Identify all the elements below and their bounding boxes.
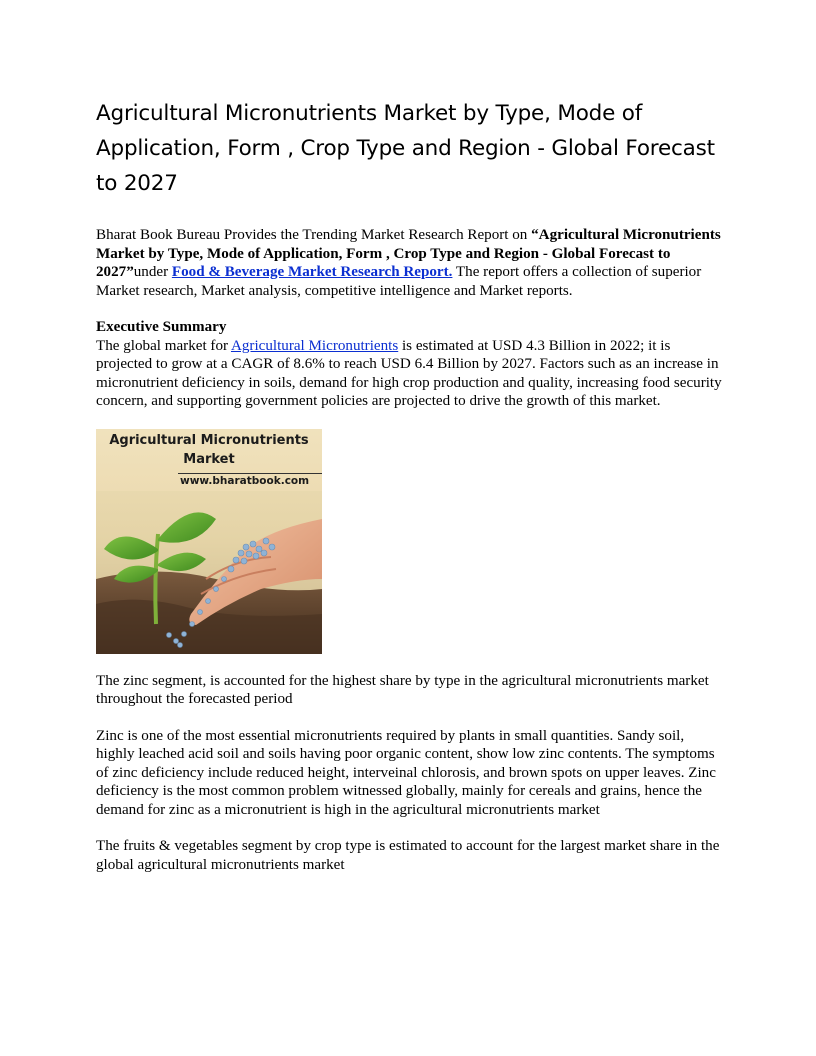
- agricultural-micronutrients-link[interactable]: Agricultural Micronutrients: [230, 337, 399, 354]
- intro-text-after: The report offers a collection of superior Market research, Market analysis, competitive intelligence and Market reports.: [96, 264, 702, 299]
- image-title: Agricultural Micronutrients Market: [109, 432, 309, 467]
- executive-summary: [96, 318, 726, 411]
- zinc-description-paragraph: Zinc is one of the most essential micronutrients required by plants in small quantities. Sandy soil, highly leached acid soil and soils having poor organic content, show low zinc contents. The symptoms of zinc deficiency include reduced height, interveinal chlorosis, and brown spots on upper leaves. Zinc deficiency is the most common problem witnessed globally, mainly for cereals and grains, hence the demand for zinc as a micronutrient is high in the agricultural micronutrients market: [96, 727, 716, 818]
- intro-text: Bharat Book Bureau Provides the Trending Market Research Report on: [96, 227, 532, 243]
- image-url: www.bharatbook.com: [180, 474, 310, 487]
- market-hero-image: [96, 429, 322, 654]
- food-beverage-report-link[interactable]: Food & Beverage Market Research Report.: [171, 264, 453, 280]
- summary-text: The global market for: [96, 337, 231, 354]
- document-title: Agricultural Micronutrients Market by Type, Mode of Application, Form , Crop Type and Region - Global Forecast to 2027: [96, 101, 715, 196]
- zinc-segment-paragraph: The zinc segment, is accounted for the highest share by type in the agricultural micronutrients market throughout the forecasted period: [96, 672, 709, 707]
- under-text: under: [133, 264, 172, 280]
- intro-paragraph: [96, 226, 726, 300]
- fruits-vegetables-paragraph: The fruits & vegetables segment by crop type is estimated to account for the largest market share in the global agricultural micronutrients market: [96, 838, 720, 873]
- image-divider: [178, 473, 322, 474]
- document-page: [96, 96, 726, 874]
- report-title-bold: “Agricultural Micronutrients Market by Type, Mode of Application, Form , Crop Type and Region - Global Forecast to 2027”: [96, 227, 721, 280]
- summary-text-after: is estimated at USD 4.3 Billion in 2022; it is projected to grow at a CAGR of 8.6% to reach USD 6.4 Billion by 2027. Factors such as an increase in micronutrient deficiency in soils, demand for high crop production and quality, increasing food security concern, and supporting government policies are projected to drive the growth of this market.: [96, 337, 722, 409]
- executive-summary-heading: Executive Summary: [96, 319, 227, 335]
